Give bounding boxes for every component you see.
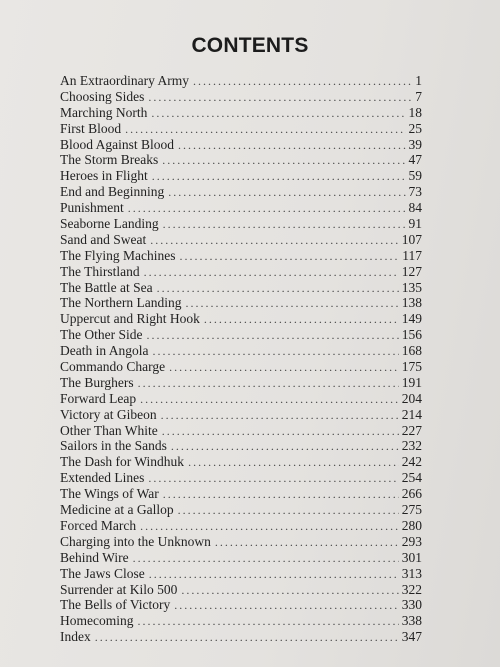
- toc-entry-page: 275: [401, 502, 422, 518]
- toc-entry: [60, 121, 422, 137]
- toc-leader-dots: [152, 344, 398, 360]
- toc-entry: [60, 216, 422, 232]
- toc-entry-title: Extended Lines: [60, 470, 145, 486]
- toc-entry-page: 191: [401, 374, 422, 390]
- toc-entry-page: 127: [401, 263, 422, 279]
- toc-entry: [60, 566, 422, 582]
- toc-leader-dots: [179, 249, 399, 265]
- toc-leader-dots: [148, 90, 412, 106]
- toc-entry-page: 301: [401, 549, 422, 565]
- toc-entry-title: Seaborne Landing: [60, 216, 159, 232]
- toc-entry-title: Blood Against Blood: [60, 136, 175, 152]
- toc-entry-title: Uppercut and Right Hook: [60, 311, 200, 327]
- toc-entry-title: The Flying Machines: [60, 247, 176, 263]
- toc-entry: [60, 105, 422, 121]
- toc-leader-dots: [188, 455, 399, 471]
- toc-leader-dots: [163, 217, 406, 233]
- toc-entry-title: Behind Wire: [60, 549, 129, 565]
- toc-entry-page: 73: [408, 184, 422, 200]
- toc-entry: [60, 264, 422, 280]
- toc-entry-title: Index: [60, 629, 91, 645]
- toc-leader-dots: [185, 296, 398, 312]
- toc-entry: [60, 486, 422, 502]
- toc-entry-page: 175: [401, 359, 422, 375]
- toc-entry: [60, 327, 422, 343]
- toc-entry: [60, 534, 422, 550]
- toc-entry-page: 214: [401, 406, 422, 422]
- toc-entry: [60, 391, 422, 407]
- toc-leader-dots: [163, 487, 399, 503]
- toc-entry: [60, 518, 422, 534]
- toc-entry-page: 18: [408, 104, 422, 120]
- toc-entry-page: 254: [401, 470, 422, 486]
- contents-list: [60, 73, 422, 645]
- toc-entry-page: 84: [408, 200, 422, 216]
- toc-entry-page: 117: [402, 247, 422, 263]
- toc-entry: [60, 73, 422, 89]
- toc-entry-title: Other Than White: [60, 422, 158, 438]
- toc-entry-title: The Jaws Close: [60, 565, 145, 581]
- toc-entry-title: Death in Angola: [60, 343, 149, 359]
- page-title: CONTENTS: [191, 34, 309, 57]
- toc-entry: [60, 200, 422, 216]
- toc-entry-title: Punishment: [60, 200, 124, 216]
- toc-entry-page: 47: [408, 152, 422, 168]
- toc-entry-page: 135: [401, 279, 422, 295]
- toc-entry-page: 280: [401, 517, 422, 533]
- toc-entry-page: 138: [401, 295, 422, 311]
- toc-entry: [60, 375, 422, 391]
- toc-entry-title: An Extraordinary Army: [60, 73, 189, 88]
- toc-leader-dots: [168, 185, 405, 201]
- toc-entry-title: The Dash for Windhuk: [60, 454, 185, 470]
- toc-entry-page: 293: [401, 533, 422, 549]
- toc-leader-dots: [162, 424, 399, 440]
- toc-entry-title: The Wings of War: [60, 486, 159, 502]
- toc-entry-title: Sailors in the Sands: [60, 438, 167, 454]
- toc-leader-dots: [193, 74, 412, 90]
- toc-entry: [60, 470, 422, 486]
- toc-leader-dots: [140, 392, 399, 408]
- toc-entry-page: 107: [401, 231, 422, 247]
- toc-entry: [60, 295, 422, 311]
- toc-leader-dots: [138, 376, 399, 392]
- toc-entry-page: 149: [401, 311, 422, 327]
- toc-entry-title: Forced March: [60, 517, 137, 533]
- toc-leader-dots: [181, 583, 398, 599]
- toc-entry-title: Choosing Sides: [60, 88, 145, 104]
- toc-leader-dots: [138, 614, 399, 630]
- toc-entry-title: The Northern Landing: [60, 295, 182, 311]
- toc-entry: [60, 407, 422, 423]
- toc-entry-title: Surrender at Kilo 500: [60, 581, 178, 597]
- toc-leader-dots: [178, 138, 405, 154]
- toc-leader-dots: [151, 106, 405, 122]
- toc-leader-dots: [144, 265, 399, 281]
- toc-entry-page: 7: [415, 88, 422, 104]
- toc-entry-page: 338: [401, 613, 422, 629]
- toc-entry: [60, 502, 422, 518]
- toc-entry-title: The Other Side: [60, 327, 143, 343]
- toc-leader-dots: [125, 122, 405, 138]
- toc-entry: [60, 423, 422, 439]
- toc-entry-title: Homecoming: [60, 613, 134, 629]
- toc-entry: [60, 184, 422, 200]
- toc-entry-title: Heroes in Flight: [60, 168, 148, 184]
- toc-leader-dots: [162, 153, 405, 169]
- toc-entry: [60, 311, 422, 327]
- toc-entry-page: 91: [408, 216, 422, 232]
- toc-entry-page: 156: [401, 327, 422, 343]
- toc-leader-dots: [152, 169, 406, 185]
- toc-leader-dots: [133, 551, 399, 567]
- toc-entry-page: 322: [401, 581, 422, 597]
- toc-entry-title: The Bells of Victory: [60, 597, 171, 613]
- toc-entry: [60, 550, 422, 566]
- toc-entry: [60, 232, 422, 248]
- toc-entry: [60, 343, 422, 359]
- toc-entry-page: 25: [408, 120, 422, 136]
- toc-entry-title: Forward Leap: [60, 390, 137, 406]
- toc-entry-title: The Battle at Sea: [60, 279, 153, 295]
- toc-leader-dots: [171, 439, 399, 455]
- toc-entry-page: 347: [401, 629, 422, 645]
- toc-leader-dots: [148, 471, 398, 487]
- toc-entry: [60, 152, 422, 168]
- toc-entry-page: 39: [408, 136, 422, 152]
- toc-entry-page: 204: [401, 390, 422, 406]
- toc-entry-title: The Storm Breaks: [60, 152, 159, 168]
- toc-leader-dots: [157, 281, 399, 297]
- toc-leader-dots: [169, 360, 399, 376]
- toc-entry-page: 242: [401, 454, 422, 470]
- toc-entry-title: End and Beginning: [60, 184, 165, 200]
- toc-entry-page: 1: [415, 73, 422, 88]
- toc-entry-page: 313: [401, 565, 422, 581]
- toc-entry: [60, 359, 422, 375]
- toc-entry-page: 330: [401, 597, 422, 613]
- toc-entry-page: 232: [401, 438, 422, 454]
- toc-entry: [60, 454, 422, 470]
- toc-leader-dots: [146, 328, 398, 344]
- toc-entry: [60, 89, 422, 105]
- toc-entry: [60, 280, 422, 296]
- toc-leader-dots: [150, 233, 399, 249]
- toc-entry-title: Charging into the Unknown: [60, 533, 211, 549]
- toc-entry: [60, 613, 422, 629]
- toc-leader-dots: [178, 503, 399, 519]
- toc-leader-dots: [149, 567, 399, 583]
- toc-leader-dots: [95, 630, 399, 646]
- toc-leader-dots: [161, 408, 399, 424]
- toc-entry-title: The Thirstland: [60, 263, 140, 279]
- toc-entry-title: Victory at Gibeon: [60, 406, 157, 422]
- toc-entry-title: Medicine at a Gallop: [60, 502, 174, 518]
- toc-entry-page: 59: [408, 168, 422, 184]
- toc-leader-dots: [140, 519, 399, 535]
- toc-entry-title: Commando Charge: [60, 359, 166, 375]
- toc-entry-title: The Burghers: [60, 374, 134, 390]
- toc-leader-dots: [215, 535, 399, 551]
- toc-leader-dots: [174, 598, 398, 614]
- toc-entry-page: 168: [401, 343, 422, 359]
- toc-entry-page: 266: [401, 486, 422, 502]
- toc-entry: [60, 137, 422, 153]
- toc-entry: [60, 597, 422, 613]
- toc-leader-dots: [128, 201, 406, 217]
- toc-entry-title: Sand and Sweat: [60, 231, 147, 247]
- toc-entry: [60, 582, 422, 598]
- toc-entry: [60, 629, 422, 645]
- toc-entry: [60, 248, 422, 264]
- toc-entry-title: Marching North: [60, 104, 148, 120]
- toc-entry: [60, 438, 422, 454]
- toc-entry-title: First Blood: [60, 120, 122, 136]
- toc-entry: [60, 168, 422, 184]
- toc-leader-dots: [204, 312, 399, 328]
- toc-entry-page: 227: [401, 422, 422, 438]
